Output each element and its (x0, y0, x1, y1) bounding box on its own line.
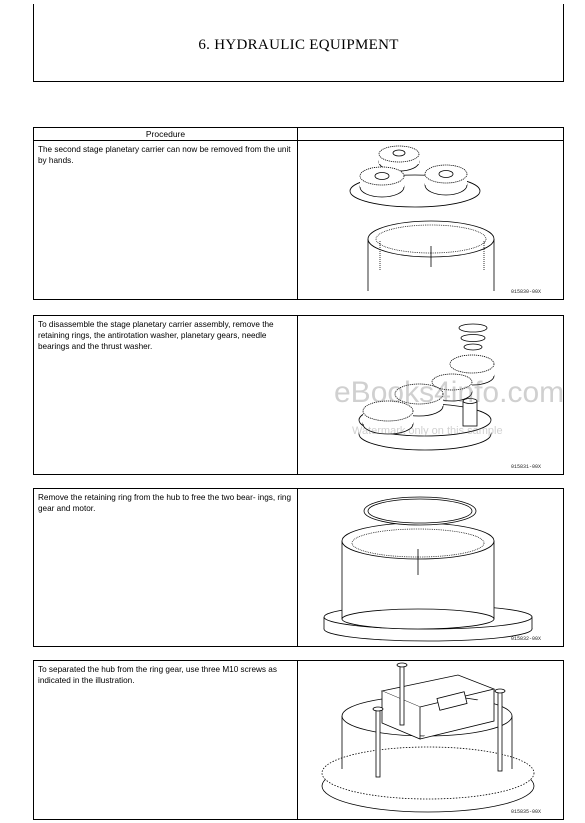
watermark-subtext: Watermark only on this sample (352, 425, 503, 437)
chapter-header-box (33, 4, 564, 82)
procedure-step-1 (33, 140, 564, 300)
step-2-text: To disassemble the stage planetary carrier assembly, remove the retaining rings, the antirotation washer, planetary gears, needle bearings and the thrust washer. (34, 316, 298, 474)
procedure-step-4 (33, 660, 564, 820)
step-4-text: To separated the hub from the ring gear, use three M10 screws as indicated in the illustration. (34, 661, 298, 819)
step-4-figure-code: 015835-00X (510, 809, 541, 815)
procedure-step-3 (33, 488, 564, 647)
step-3-figure-code: 015832-00X (510, 636, 541, 642)
hub-retaining-ring-illustration (298, 489, 564, 646)
step-4-figure (298, 661, 563, 819)
step-3-text: Remove the retaining ring from the hub to free the two bear- ings, ring gear and motor. (34, 489, 298, 646)
planetary-carrier-illustration (298, 141, 564, 299)
watermark-text: eBooks4info.com (334, 376, 565, 409)
step-1-text: The second stage planetary carrier can now be removed from the unit by hands. (34, 141, 298, 299)
table-header-row (33, 127, 564, 141)
step-1-figure-code: 015830-00X (510, 289, 541, 295)
procedure-column-header: Procedure (34, 128, 298, 140)
step-1-figure (298, 141, 563, 299)
step-3-figure (298, 489, 563, 646)
hub-separation-screws-illustration (298, 661, 564, 819)
step-2-figure-code: 015831-00X (510, 464, 541, 470)
chapter-title: 6. HYDRAULIC EQUIPMENT (198, 37, 399, 53)
